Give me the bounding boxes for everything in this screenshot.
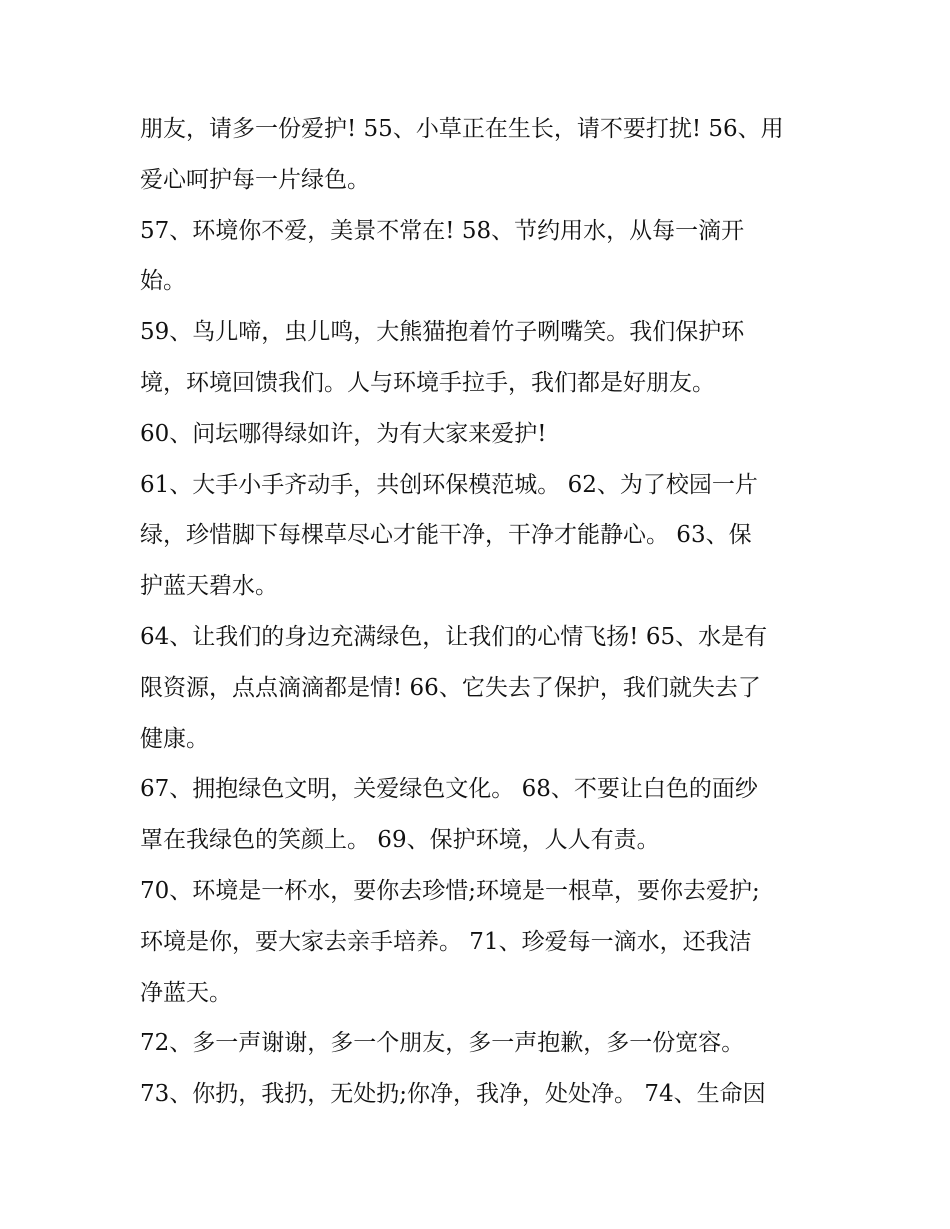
text-line: 罩在我绿色的笑颜上。 69、保护环境，人人有责。: [140, 827, 660, 854]
text-line: 57、环境你不爱，美景不常在! 58、节约用水，从每一滴开: [140, 217, 745, 244]
text-line: 73、你扔，我扔，无处扔;你净，我净，处处净。 74、生命因: [140, 1081, 766, 1108]
text-line: 朋友，请多一份爱护! 55、小草正在生长，请不要打扰! 56、用: [140, 116, 784, 142]
text-line: 健康。: [140, 725, 209, 752]
text-line: 72、多一声谢谢，多一个朋友，多一声抱歉，多一份宽容。: [140, 1030, 745, 1057]
text-line: 绿，珍惜脚下每棵草尽心才能干净，干净才能静心。 63、保: [140, 522, 752, 549]
text-line: 60、问坛哪得绿如许，为有大家来爱护!: [140, 420, 547, 447]
text-line: 64、让我们的身边充满绿色，让我们的心情飞扬! 65、水是有: [140, 623, 768, 650]
text-line: 始。: [140, 268, 186, 295]
text-line: 59、鸟儿啼，虫儿鸣，大熊猫抱着竹子咧嘴笑。我们保护环: [140, 319, 745, 346]
text-line: 67、拥抱绿色文明，关爱绿色文化。 68、不要让白色的面纱: [140, 776, 758, 803]
document-body: [140, 104, 820, 1120]
text-line: 境，环境回馈我们。人与环境手拉手，我们都是好朋友。: [140, 369, 715, 396]
text-line: 限资源，点点滴滴都是情! 66、它失去了保护，我们就失去了: [140, 674, 761, 701]
text-line: 护蓝天碧水。: [140, 573, 278, 600]
text-line: 净蓝天。: [140, 979, 232, 1006]
text-line: 爱心呵护每一片绿色。: [140, 166, 370, 193]
text-line: 61、大手小手齐动手，共创环保模范城。 62、为了校园一片: [140, 471, 758, 498]
text-line: 70、环境是一杯水，要你去珍惜;环境是一根草，要你去爱护;: [140, 877, 760, 904]
text-line: 环境是你，要大家去亲手培养。 71、珍爱每一滴水，还我洁: [140, 928, 752, 955]
